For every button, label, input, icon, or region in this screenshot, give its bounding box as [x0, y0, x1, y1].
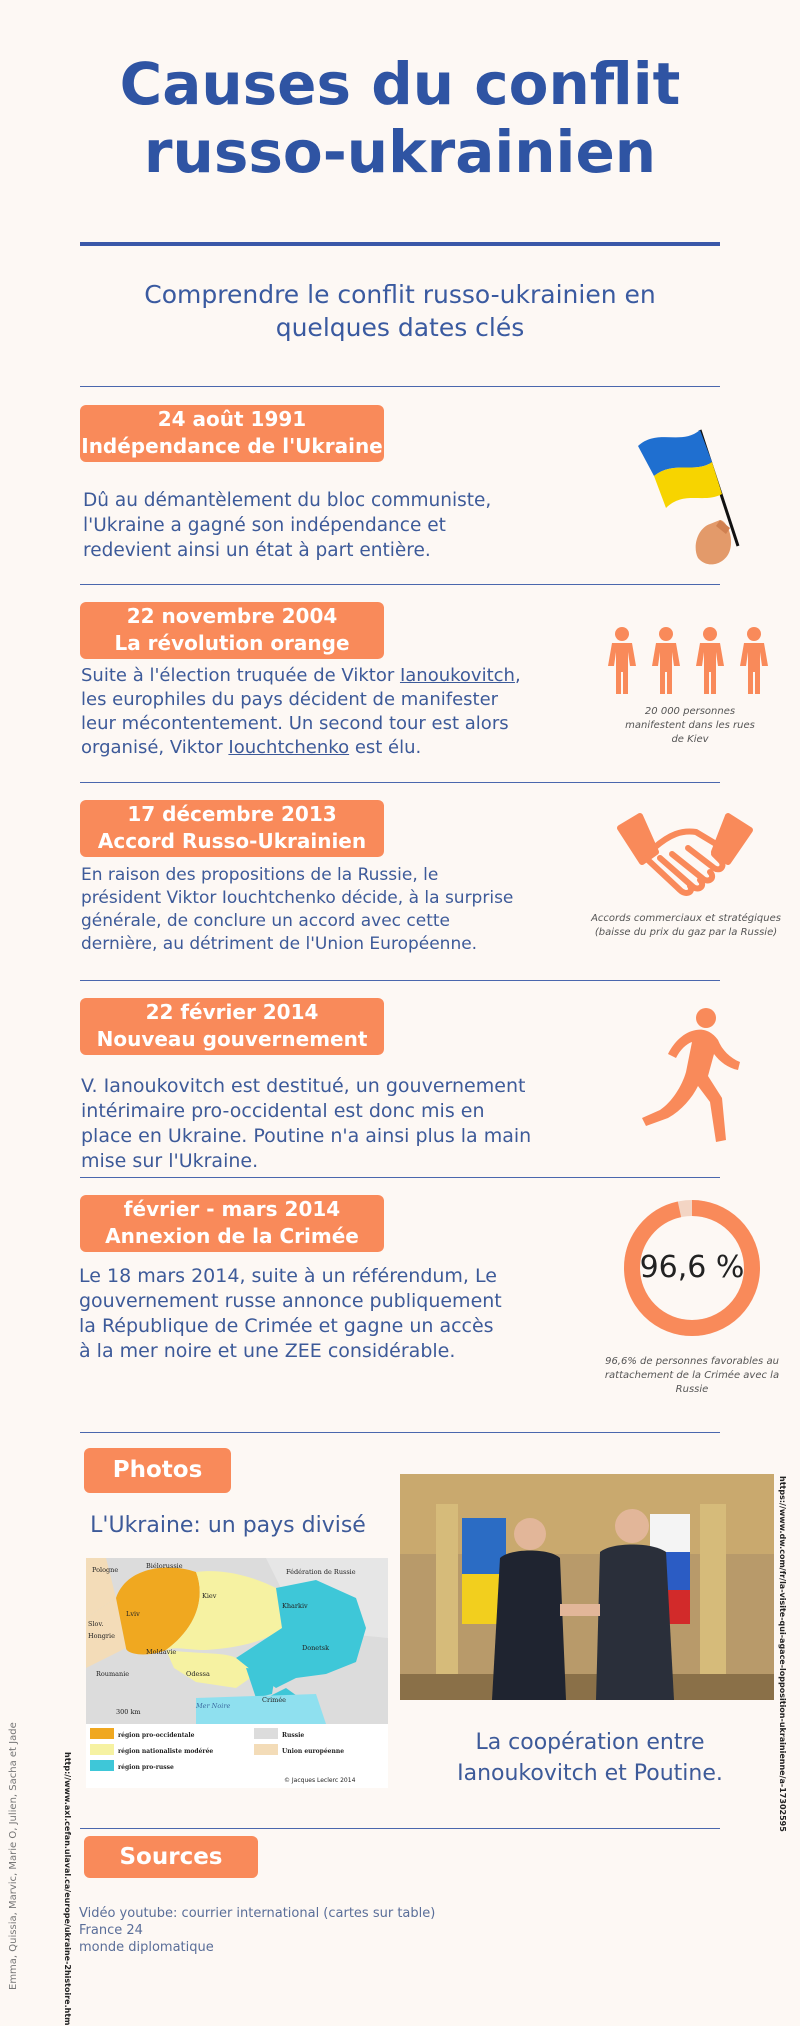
page-title: Causes du conflit russo-ukrainien	[119, 50, 681, 186]
legend-pro-russe: région pro-russe	[118, 1764, 174, 1771]
map-label-crimee: Crimée	[262, 1696, 287, 1704]
legend-pro-occidentale: région pro-occidentale	[118, 1732, 195, 1739]
event-text-crimea: Le 18 mars 2014, suite à un référendum, Le gouvernement russe annonce publiquement la République de Crimée et gagne un accès à la mer noire et une ZEE considérable.	[79, 1265, 502, 1362]
event-text-2013: En raison des propositions de la Russie, le président Viktor Iouchtchenko décide, à la surprise générale, de conclure un accord avec cette dernière, au détriment de l'Union Européenne.	[81, 865, 514, 954]
source-item: Vidéo youtube: courrier international (cartes sur table)	[79, 1906, 436, 1921]
map-label-pologne: Pologne	[92, 1566, 119, 1574]
caption-crimea: 96,6% de personnes favorables au rattachement de la Crimée avec la Russie	[604, 1356, 780, 1395]
map-label-kiev: Kiev	[202, 1592, 217, 1600]
map-label-kharkiv: Kharkiv	[282, 1602, 308, 1610]
divider	[80, 1828, 720, 1829]
event-badge-2004: 22 novembre 2004 La révolution orange	[80, 602, 384, 659]
divider	[80, 980, 720, 981]
divider	[80, 1177, 720, 1178]
event-badge-crimea: février - mars 2014 Annexion de la Crimée	[80, 1195, 384, 1252]
source-item: monde diplomatique	[79, 1940, 214, 1955]
sources-list	[79, 1905, 599, 1956]
map-caption: L'Ukraine: un pays divisé	[90, 1513, 366, 1538]
divider	[80, 1432, 720, 1433]
map-label-hongrie: Hongrie	[88, 1632, 115, 1640]
page-subtitle: Comprendre le conflit russo-ukrainien en quelques dates clés	[144, 280, 656, 342]
event-badge-feb-2014: 22 février 2014 Nouveau gouvernement	[80, 998, 384, 1055]
event-badge-1991: 24 août 1991 Indépendance de l'Ukraine	[80, 405, 384, 462]
legend-ue: Union européenne	[282, 1748, 345, 1755]
map-label-bielorussie: Biélorussie	[146, 1562, 183, 1570]
map-label-odessa: Odessa	[186, 1670, 210, 1678]
event-badge-2013: 17 décembre 2013 Accord Russo-Ukrainien	[80, 800, 384, 857]
authors-credit: Emma, Quissia, Marvic, Marie O, Julien, Sacha et Jade	[8, 1722, 19, 1990]
photos-section-label: Photos	[84, 1448, 231, 1493]
title-divider	[80, 242, 720, 246]
event-text-2004: Suite à l'élection truquée de Viktor Ianoukovitch, les europhiles du pays décident de manifester leur mécontentement. Un second tour est alors organisé, Viktor Iouchtchenko est élu.	[81, 665, 521, 758]
caption-protesters: 20 000 personnes manifestent dans les rues de Kiev	[625, 706, 755, 745]
map-label-moldavie: Moldavie	[146, 1648, 177, 1656]
protesters-icon	[600, 626, 776, 696]
map-label-roumanie: Roumanie	[96, 1670, 130, 1678]
handshake-photo	[400, 1474, 774, 1700]
photo-caption: La coopération entre Ianoukovitch et Poutine.	[457, 1730, 723, 1786]
ukraine-flag-icon	[636, 428, 746, 568]
map-label-slov: Slov.	[88, 1620, 104, 1628]
divider	[80, 782, 720, 783]
map-label-scale: 300 km	[116, 1708, 141, 1716]
map-label-federation: Fédération de Russie	[286, 1568, 356, 1576]
map-source-url[interactable]: http://www.axl.cefan.ulaval.ca/europe/ukraine-2histoire.htm	[63, 1752, 72, 2026]
sources-section-label: Sources	[84, 1836, 258, 1878]
divider	[80, 386, 720, 387]
event-text-1991: Dû au démantèlement du bloc communiste, l'Ukraine a gagné son indépendance et redevient ainsi un état à part entière.	[83, 490, 492, 561]
event-text-feb-2014: V. Ianoukovitch est destitué, un gouvernement intérimaire pro-occidental est donc mis en place en Ukraine. Poutine n'a ainsi plus la main mise sur l'Ukraine.	[81, 1075, 532, 1172]
map-label-donetsk: Donetsk	[302, 1644, 330, 1652]
photo-source-url[interactable]: https://www.dw.com/fr/la-visite-qui-agace-lopposition-ukrainienne/a-17302595	[778, 1476, 787, 1832]
caption-handshake: Accords commerciaux et stratégiques (baisse du prix du gaz par la Russie)	[591, 913, 781, 938]
legend-russie: Russie	[282, 1732, 305, 1739]
handshake-icon	[610, 808, 760, 904]
divider	[80, 584, 720, 585]
link-ianoukovitch[interactable]: Ianoukovitch	[399, 665, 515, 686]
map-label-mer-noire: Mer Noire	[196, 1702, 231, 1710]
map-label-lviv: Lviv	[126, 1610, 140, 1618]
legend-nationaliste: région nationaliste modérée	[118, 1748, 214, 1755]
runner-icon	[632, 1006, 750, 1148]
source-item: France 24	[79, 1923, 143, 1938]
map-credit: © Jacques Leclerc 2014	[284, 1777, 356, 1784]
stat-value: 96,6 %	[639, 1250, 745, 1285]
link-iouchtchenko[interactable]: Iouchtchenko	[228, 737, 350, 758]
ukraine-map	[86, 1558, 388, 1788]
